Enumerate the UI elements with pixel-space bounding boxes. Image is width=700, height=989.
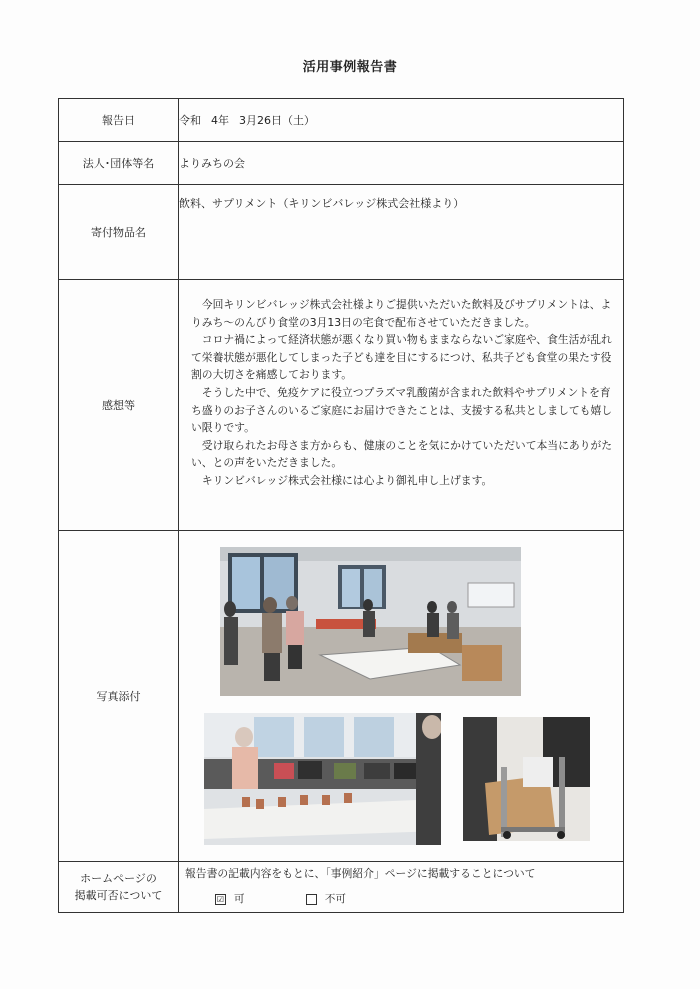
option-deny[interactable] [306, 891, 346, 906]
row-donated-items [59, 185, 624, 280]
organization-label: 法人･団体等名 [59, 142, 179, 185]
document-title: 活用事例報告書 [302, 60, 398, 75]
impressions-label: 感想等 [59, 280, 179, 531]
homepage-label-line2: 掲載可否について [74, 889, 163, 902]
deny-checkbox[interactable] [306, 894, 317, 905]
photo-hall-distribution [220, 547, 521, 696]
homepage-consent-value [179, 862, 624, 913]
photo-cart-delivery [463, 717, 590, 841]
homepage-label-line1: ホームページの [80, 872, 157, 885]
impressions-paragraph: コロナ禍によって経済状態が悪くなり買い物もままならないご家庭や、食生活が乱れて栄養状態が悪化してしまった子ども達を目にするにつけ、私共子ども食堂の果たす役割の大切さを痛感しております。 [191, 333, 612, 382]
row-report-date [59, 99, 624, 142]
photos-label: 写真添付 [59, 531, 179, 862]
report-date-monthday: 3月26日（土） [239, 114, 315, 127]
organization-value: よりみちの会 [179, 142, 624, 185]
report-date-era: 令和 [179, 114, 201, 127]
allow-checkbox[interactable]: ☑ [216, 894, 225, 904]
homepage-statement: 報告書の記載内容をもとに、「事例紹介」ページに掲載することについて [185, 867, 536, 880]
deny-label: 不可 [324, 893, 346, 905]
allow-label: 可 [234, 893, 245, 905]
row-photos [59, 531, 624, 862]
impressions-paragraph: そうした中で、免疫ケアに役立つプラズマ乳酸菌が含まれた飲料やサプリメントを育ち盛りのお子さんのいるご家庭にお届けできたことは、支援する私共としましても嬉しい限りです。 [191, 385, 613, 435]
report-date-value [179, 99, 624, 142]
donated-items-label: 寄付物品名 [59, 185, 179, 280]
report-table [58, 98, 624, 913]
report-date-label: 報告日 [59, 99, 179, 142]
photos-cell [179, 531, 624, 862]
row-organization [59, 142, 624, 185]
impressions-paragraph: 受け取られたお母さま方からも、健康のことを気にかけていただいて本当にありがたい、との声をいただきました。 [191, 438, 613, 470]
homepage-consent-label [59, 862, 179, 913]
row-impressions [59, 280, 624, 531]
photo-table-goods [204, 713, 441, 845]
donated-items-value: 飲料、サプリメント（キリンビバレッジ株式会社様より） [179, 185, 624, 280]
impressions-paragraph: 今回キリンビバレッジ株式会社様よりご提供いただいた飲料及びサプリメントは、よりみち～のんびり食堂の3月13日の宅食で配布させていただきました。 [191, 298, 612, 329]
option-allow[interactable] [215, 891, 245, 906]
report-date-year: 4年 [211, 114, 229, 127]
impressions-paragraph: キリンビバレッジ株式会社様には心より御礼申し上げます。 [201, 473, 493, 487]
impressions-text [179, 280, 624, 531]
row-homepage-consent [59, 862, 624, 913]
